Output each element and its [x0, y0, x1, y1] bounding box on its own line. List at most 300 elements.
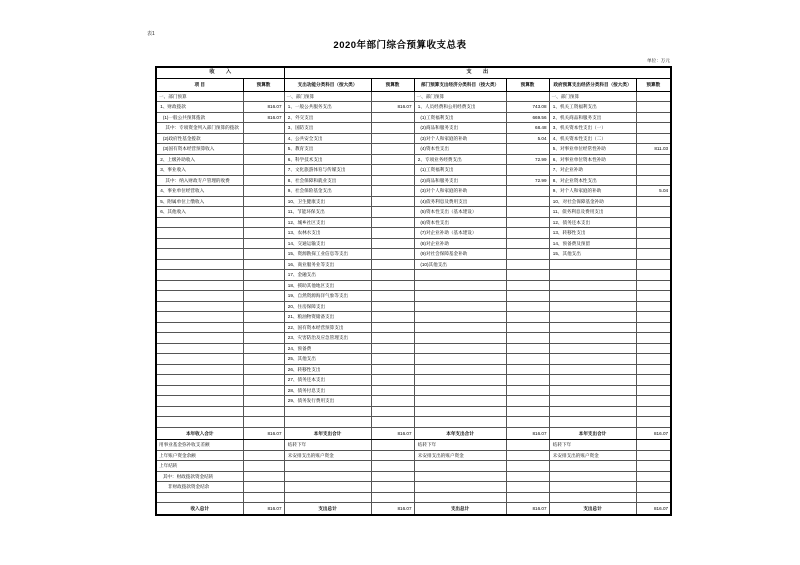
cell-label — [156, 249, 243, 260]
cell-label — [156, 385, 243, 396]
cell-label — [414, 417, 506, 428]
cell-label: 1、人员经费和公用经费支出 — [414, 102, 506, 113]
cell-value — [243, 123, 284, 134]
cell-label — [414, 461, 506, 472]
group-header-expense: 支出 — [284, 67, 671, 78]
cell-label — [549, 322, 636, 333]
cell-label: (1)一般公共预算拨款 — [156, 112, 243, 123]
cell-value — [371, 406, 414, 417]
cell-label: 11、节能环保支出 — [284, 207, 371, 218]
cell-value: 816.07 — [506, 427, 549, 440]
cell-label — [156, 354, 243, 365]
cell-value — [506, 196, 549, 207]
cell-value — [636, 482, 671, 493]
cell-label — [549, 406, 636, 417]
cell-label: 2、专项业务经费支出 — [414, 154, 506, 165]
cell-value — [243, 186, 284, 197]
cell-value: 68.48 — [506, 123, 549, 134]
cell-value — [506, 417, 549, 428]
cell-label: 25、其他支出 — [284, 354, 371, 365]
cell-label: 5、附属单位上缴收入 — [156, 196, 243, 207]
cell-value — [636, 102, 671, 113]
cell-value: 816.07 — [636, 503, 671, 516]
cell-label — [414, 301, 506, 312]
table-row — [156, 333, 671, 344]
cell-value — [506, 217, 549, 228]
cell-value — [506, 354, 549, 365]
cell-label: 9、社会保险基金支出 — [284, 186, 371, 197]
column-header-budget: 预算数 — [371, 78, 414, 91]
cell-value — [371, 133, 414, 144]
cell-label — [156, 406, 243, 417]
cell-label — [156, 417, 243, 428]
cell-label: 上年结转 — [156, 461, 243, 472]
cell-value: 72.99 — [506, 175, 549, 186]
cell-value — [636, 91, 671, 102]
cell-value — [506, 471, 549, 482]
table-row — [156, 238, 671, 249]
cell-label: (9)对社会保障基金补助 — [414, 249, 506, 260]
cell-label — [549, 461, 636, 472]
cell-value — [243, 165, 284, 176]
cell-label: 收入总计 — [156, 503, 243, 516]
cell-label — [284, 492, 371, 503]
table-row — [156, 123, 671, 134]
cell-value: 72.99 — [506, 154, 549, 165]
cell-value — [371, 417, 414, 428]
cell-value — [371, 228, 414, 239]
cell-label: 5、对事业单位经常性补助 — [549, 144, 636, 155]
cell-value — [636, 175, 671, 186]
cell-label: 11、债务利息及费用支出 — [549, 207, 636, 218]
cell-value — [243, 249, 284, 260]
page-title: 2020年部门综合预算收支总表 — [333, 40, 467, 51]
table-row — [156, 259, 671, 270]
cell-value — [243, 417, 284, 428]
cell-label — [414, 364, 506, 375]
cell-value — [371, 396, 414, 407]
cell-value — [371, 482, 414, 493]
cell-label — [414, 492, 506, 503]
cell-value — [636, 207, 671, 218]
cell-label — [414, 471, 506, 482]
cell-label — [414, 333, 506, 344]
cell-value — [371, 112, 414, 123]
cell-label — [156, 312, 243, 323]
table-row — [156, 492, 671, 503]
cell-value: 743.08 — [506, 102, 549, 113]
cell-value — [506, 385, 549, 396]
cell-value — [506, 291, 549, 302]
cell-label: (3)对个人和家庭的补助 — [414, 186, 506, 197]
cell-value — [243, 354, 284, 365]
cell-label: 非财政拨款资金结余 — [156, 482, 243, 493]
cell-label: 19、自然资源海洋气象等支出 — [284, 291, 371, 302]
cell-label: 一、部门预算 — [414, 91, 506, 102]
cell-value — [243, 270, 284, 281]
table-row — [156, 112, 671, 123]
cell-value — [243, 450, 284, 461]
cell-label: 一、部门预算 — [156, 91, 243, 102]
cell-label: 14、预备费及预留 — [549, 238, 636, 249]
cell-label: 支出总计 — [549, 503, 636, 516]
cell-value — [636, 217, 671, 228]
cell-value — [243, 461, 284, 472]
cell-value — [243, 280, 284, 291]
cell-value — [636, 133, 671, 144]
cell-value — [636, 406, 671, 417]
cell-label — [414, 396, 506, 407]
cell-label — [156, 375, 243, 386]
cell-label: 其中：财政拨款资金结转 — [156, 471, 243, 482]
cell-label — [549, 259, 636, 270]
cell-value — [371, 196, 414, 207]
cell-label: 3、机关资本性支出（一） — [549, 123, 636, 134]
cell-label: 本年收入合计 — [156, 427, 243, 440]
cell-value — [636, 259, 671, 270]
cell-label: (1)工资福利支出 — [414, 112, 506, 123]
cell-label: 1、一般公共服务支出 — [284, 102, 371, 113]
cell-label — [549, 471, 636, 482]
column-header-category: 项 目 — [156, 78, 243, 91]
cell-value — [371, 322, 414, 333]
cell-value — [243, 91, 284, 102]
table-row — [156, 343, 671, 354]
cell-value — [243, 144, 284, 155]
cell-value — [506, 249, 549, 260]
table-row — [156, 322, 671, 333]
cell-value — [636, 396, 671, 407]
cell-label: 2、上级补助收入 — [156, 154, 243, 165]
cell-label: 13、农林水支出 — [284, 228, 371, 239]
cell-value — [243, 238, 284, 249]
column-header-budget: 预算数 — [636, 78, 671, 91]
cell-value — [243, 482, 284, 493]
cell-label: 结转下年 — [549, 440, 636, 451]
cell-value — [243, 343, 284, 354]
cell-value — [636, 364, 671, 375]
table-row — [156, 406, 671, 417]
cell-label: 12、债务还本支出 — [549, 217, 636, 228]
cell-label — [156, 333, 243, 344]
cell-label — [549, 385, 636, 396]
cell-label — [549, 375, 636, 386]
cell-label: 7、对企业补助 — [549, 165, 636, 176]
unit-label: 单位：万元 — [647, 58, 670, 63]
cell-label — [156, 259, 243, 270]
cell-label — [156, 343, 243, 354]
cell-value: 816.07 — [243, 427, 284, 440]
cell-value: 811.03 — [636, 144, 671, 155]
cell-label: 其中：专项资金列入部门预算的拨款 — [156, 123, 243, 134]
cell-value — [371, 385, 414, 396]
cell-label: (4)债务利息及费用支出 — [414, 196, 506, 207]
cell-value — [506, 91, 549, 102]
cell-value — [243, 440, 284, 451]
cell-label: 2、机关商品和服务支出 — [549, 112, 636, 123]
cell-label: (5)资本性支出（基本建设） — [414, 207, 506, 218]
cell-label: (2)政府性基金拨款 — [156, 133, 243, 144]
cell-label — [414, 280, 506, 291]
cell-value — [506, 312, 549, 323]
table-row — [156, 270, 671, 281]
table-row — [156, 427, 671, 440]
cell-value — [243, 259, 284, 270]
table-row — [156, 217, 671, 228]
cell-value — [506, 375, 549, 386]
cell-label — [414, 482, 506, 493]
cell-label: (1)工资福利支出 — [414, 165, 506, 176]
cell-value — [371, 238, 414, 249]
cell-label — [549, 396, 636, 407]
cell-label: 其中：纳入财政专户管理的收费 — [156, 175, 243, 186]
cell-label — [549, 312, 636, 323]
table-row — [156, 165, 671, 176]
cell-label: 本年支出合计 — [284, 427, 371, 440]
cell-value — [506, 333, 549, 344]
cell-value — [636, 354, 671, 365]
cell-value — [371, 175, 414, 186]
cell-value — [636, 280, 671, 291]
column-header-category: 政府预算支出经济分类科目（按大类） — [549, 78, 636, 91]
cell-label — [156, 492, 243, 503]
cell-value — [243, 322, 284, 333]
cell-label: (3)国有资本经营预算收入 — [156, 144, 243, 155]
cell-value — [636, 312, 671, 323]
table-row — [156, 207, 671, 218]
cell-value — [636, 471, 671, 482]
cell-label — [414, 322, 506, 333]
cell-value — [243, 406, 284, 417]
table-row — [156, 312, 671, 323]
cell-value — [636, 238, 671, 249]
budget-table — [155, 66, 672, 516]
cell-value — [243, 312, 284, 323]
cell-label: 27、债务还本支出 — [284, 375, 371, 386]
cell-label: 一、部门预算 — [284, 91, 371, 102]
cell-value — [371, 471, 414, 482]
cell-label — [414, 312, 506, 323]
cell-label — [284, 471, 371, 482]
column-header-budget: 预算数 — [243, 78, 284, 91]
cell-label: 支出总计 — [414, 503, 506, 516]
cell-label — [156, 228, 243, 239]
cell-label: 8、社会保障和就业支出 — [284, 175, 371, 186]
cell-value — [371, 364, 414, 375]
cell-label: 22、国有资本经营预算支出 — [284, 322, 371, 333]
cell-value — [636, 112, 671, 123]
table-row — [156, 354, 671, 365]
cell-value — [243, 333, 284, 344]
cell-value — [371, 280, 414, 291]
table-row — [156, 228, 671, 239]
cell-value — [636, 450, 671, 461]
cell-label: 结转下年 — [284, 440, 371, 451]
cell-label: 23、灾害防治及应急管理支出 — [284, 333, 371, 344]
cell-label — [156, 396, 243, 407]
table-row — [156, 301, 671, 312]
cell-value — [636, 385, 671, 396]
table-row — [156, 133, 671, 144]
cell-value: 816.07 — [243, 102, 284, 113]
cell-label: 7、文化旅游体育与传媒支出 — [284, 165, 371, 176]
cell-label — [156, 301, 243, 312]
table-row — [156, 440, 671, 451]
cell-value — [243, 207, 284, 218]
cell-value — [506, 322, 549, 333]
cell-label — [414, 291, 506, 302]
cell-label — [549, 354, 636, 365]
cell-label: 26、转移性支出 — [284, 364, 371, 375]
table-row — [156, 375, 671, 386]
cell-value — [636, 154, 671, 165]
cell-value — [636, 301, 671, 312]
cell-value — [371, 450, 414, 461]
cell-value — [506, 259, 549, 270]
cell-value — [371, 207, 414, 218]
cell-value: 816.07 — [636, 427, 671, 440]
cell-value — [243, 364, 284, 375]
cell-value — [506, 301, 549, 312]
cell-value — [243, 217, 284, 228]
corner-label: 表1 — [147, 31, 155, 37]
cell-value — [371, 354, 414, 365]
cell-value: 816.07 — [243, 503, 284, 516]
group-header-row — [156, 67, 671, 78]
cell-value — [506, 482, 549, 493]
column-header-category: 支出功能分类科目（按大类） — [284, 78, 371, 91]
cell-value — [636, 322, 671, 333]
cell-label: 未安排支出的账户资金 — [284, 450, 371, 461]
cell-value — [243, 301, 284, 312]
cell-label — [549, 482, 636, 493]
table-row — [156, 396, 671, 407]
cell-label — [156, 322, 243, 333]
cell-value: 5.04 — [636, 186, 671, 197]
cell-value — [506, 228, 549, 239]
table-row — [156, 175, 671, 186]
cell-label: 14、交通运输支出 — [284, 238, 371, 249]
column-header-category: 部门预算支出经济分类科目（按大类） — [414, 78, 506, 91]
cell-label: 6、其他收入 — [156, 207, 243, 218]
cell-label: 8、对企业资本性支出 — [549, 175, 636, 186]
cell-value — [371, 165, 414, 176]
cell-label: 未安排支出的账户资金 — [414, 450, 506, 461]
cell-label — [549, 417, 636, 428]
cell-label: 支出总计 — [284, 503, 371, 516]
cell-value — [243, 375, 284, 386]
cell-label — [549, 301, 636, 312]
cell-value — [636, 165, 671, 176]
table-header — [156, 67, 671, 91]
table-row — [156, 385, 671, 396]
cell-value — [506, 396, 549, 407]
cell-label: 16、商业服务业等支出 — [284, 259, 371, 270]
table-body — [156, 91, 671, 515]
table-row — [156, 91, 671, 102]
cell-label — [284, 417, 371, 428]
cell-label — [156, 217, 243, 228]
cell-label: (6)资本性支出 — [414, 217, 506, 228]
cell-label — [549, 343, 636, 354]
group-header-income: 收入 — [156, 67, 284, 78]
column-header-row — [156, 78, 671, 91]
cell-value — [371, 186, 414, 197]
cell-value — [371, 312, 414, 323]
cell-value — [371, 144, 414, 155]
cell-label — [414, 406, 506, 417]
cell-label — [549, 280, 636, 291]
cell-value — [506, 343, 549, 354]
cell-label: 3、事业收入 — [156, 165, 243, 176]
cell-label: 结转下年 — [414, 440, 506, 451]
cell-value — [243, 471, 284, 482]
cell-label: 4、事业单位经营收入 — [156, 186, 243, 197]
cell-label — [284, 461, 371, 472]
cell-label: 6、科学技术支出 — [284, 154, 371, 165]
cell-value — [636, 333, 671, 344]
cell-label: (3)对个人和家庭的补助 — [414, 133, 506, 144]
cell-value — [636, 343, 671, 354]
cell-value — [636, 270, 671, 281]
cell-value — [636, 375, 671, 386]
cell-value — [506, 280, 549, 291]
cell-label: 未安排支出的账户资金 — [549, 450, 636, 461]
cell-value — [371, 375, 414, 386]
cell-label — [156, 280, 243, 291]
cell-label — [549, 492, 636, 503]
cell-label — [414, 343, 506, 354]
table-row — [156, 280, 671, 291]
cell-value — [243, 396, 284, 407]
cell-label: 本年支出合计 — [549, 427, 636, 440]
cell-label — [549, 291, 636, 302]
table-row — [156, 102, 671, 113]
cell-value — [506, 450, 549, 461]
cell-value — [371, 249, 414, 260]
cell-value — [636, 492, 671, 503]
cell-value — [636, 461, 671, 472]
cell-label: 本年支出合计 — [414, 427, 506, 440]
cell-value — [243, 228, 284, 239]
cell-value: 816.07 — [243, 112, 284, 123]
cell-value — [506, 207, 549, 218]
cell-label — [156, 291, 243, 302]
cell-label: 一、部门预算 — [549, 91, 636, 102]
table-row — [156, 364, 671, 375]
table-row — [156, 482, 671, 493]
cell-label: (7)对企业补助（基本建设） — [414, 228, 506, 239]
cell-label: 1、机关工资福利支出 — [549, 102, 636, 113]
cell-label: 15、其他支出 — [549, 249, 636, 260]
table-row — [156, 471, 671, 482]
cell-value — [636, 228, 671, 239]
cell-value — [243, 154, 284, 165]
cell-value — [243, 175, 284, 186]
cell-value — [636, 249, 671, 260]
table-row — [156, 144, 671, 155]
cell-value — [371, 270, 414, 281]
cell-label: (2)商品和服务支出 — [414, 123, 506, 134]
cell-value — [636, 196, 671, 207]
cell-label — [284, 482, 371, 493]
table-row — [156, 417, 671, 428]
cell-label: 15、资源勘探工业信息等支出 — [284, 249, 371, 260]
cell-value — [371, 461, 414, 472]
cell-value — [371, 440, 414, 451]
cell-label: 12、城乡社区支出 — [284, 217, 371, 228]
cell-value: 816.07 — [371, 102, 414, 113]
